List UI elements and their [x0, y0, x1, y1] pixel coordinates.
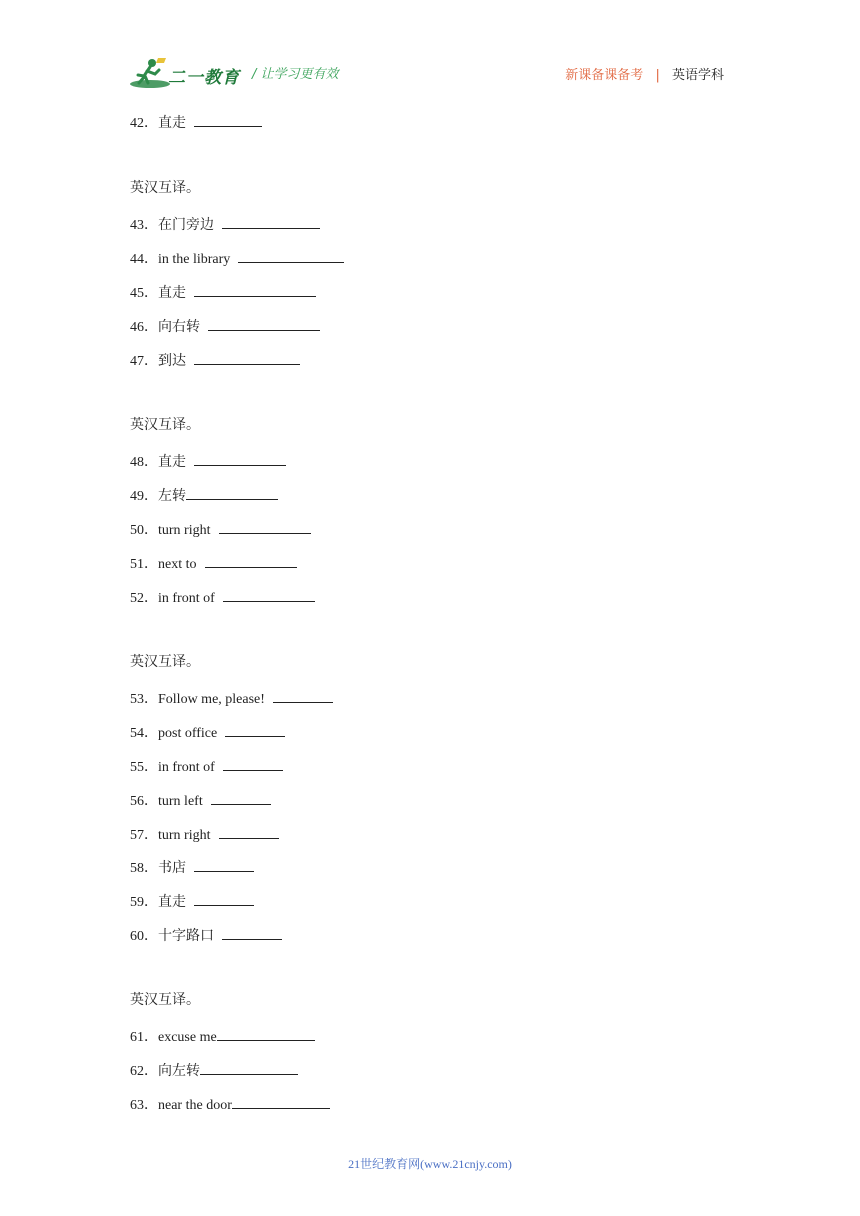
slogan: / 让学习更有效	[252, 67, 339, 82]
subject-label: 英语学科	[671, 68, 724, 83]
answer-blank[interactable]	[223, 756, 283, 771]
answer-blank[interactable]	[208, 316, 320, 331]
item-number: 63．	[130, 1098, 158, 1113]
answer-blank[interactable]	[211, 790, 271, 805]
item-prompt: 书店	[158, 861, 186, 876]
item-number: 51．	[130, 557, 158, 572]
exercise-item	[130, 1060, 298, 1081]
answer-blank[interactable]	[194, 112, 262, 127]
item-prompt: 向左转	[158, 1064, 200, 1079]
header-separator: |	[655, 68, 660, 83]
item-number: 62．	[130, 1064, 158, 1079]
exercise-item	[130, 857, 254, 878]
item-number: 42．	[130, 116, 158, 131]
answer-blank[interactable]	[219, 519, 311, 534]
exercise-item	[130, 214, 320, 235]
answer-blank[interactable]	[194, 857, 254, 872]
item-prompt: 直走	[158, 116, 186, 131]
item-prompt: turn left	[158, 794, 203, 809]
runner-logo-icon	[128, 56, 172, 90]
answer-blank[interactable]	[222, 925, 282, 940]
exercise-item	[130, 519, 311, 540]
item-prompt: 十字路口	[158, 929, 214, 944]
exercise-item	[130, 112, 262, 133]
item-prompt: Follow me, please!	[158, 692, 265, 707]
answer-blank[interactable]	[194, 282, 316, 297]
exercise-item	[130, 485, 278, 506]
course-label: 新课备课备考	[565, 68, 644, 83]
section-heading: 英汉互译。	[130, 181, 200, 196]
item-number: 55．	[130, 760, 158, 775]
item-prompt: 直走	[158, 286, 186, 301]
item-prompt: 在门旁边	[158, 218, 214, 233]
item-number: 50．	[130, 523, 158, 538]
item-number: 47．	[130, 354, 158, 369]
logo	[128, 56, 238, 90]
answer-blank[interactable]	[238, 248, 344, 263]
exercise-item	[130, 451, 286, 472]
section-heading: 英汉互译。	[130, 418, 200, 433]
item-prompt: 直走	[158, 895, 186, 910]
answer-blank[interactable]	[232, 1094, 330, 1109]
item-prompt: 直走	[158, 455, 186, 470]
item-prompt: in front of	[158, 760, 215, 775]
exercise-item	[130, 553, 297, 574]
exercise-item	[130, 1026, 315, 1047]
answer-blank[interactable]	[194, 350, 300, 365]
exercise-item	[130, 587, 315, 608]
answer-blank[interactable]	[225, 722, 285, 737]
answer-blank[interactable]	[223, 587, 315, 602]
item-prompt: post office	[158, 726, 218, 741]
item-number: 53．	[130, 692, 158, 707]
item-number: 60．	[130, 929, 158, 944]
item-number: 54．	[130, 726, 158, 741]
item-prompt: 左转	[158, 489, 186, 504]
item-prompt: near the door	[158, 1098, 232, 1113]
answer-blank[interactable]	[194, 451, 286, 466]
item-prompt: next to	[158, 557, 197, 572]
item-prompt: in the library	[158, 252, 231, 267]
exercise-item	[130, 688, 333, 709]
item-number: 57．	[130, 828, 158, 843]
exercise-item	[130, 722, 285, 743]
item-number: 48．	[130, 455, 158, 470]
page-header	[128, 56, 728, 90]
header-right	[565, 64, 724, 83]
exercise-item	[130, 756, 283, 777]
item-prompt: turn right	[158, 523, 211, 538]
item-prompt: 向右转	[158, 320, 200, 335]
item-number: 45．	[130, 286, 158, 301]
answer-blank[interactable]	[219, 824, 279, 839]
exercise-item	[130, 790, 271, 811]
exercise-item	[130, 350, 300, 371]
item-number: 61．	[130, 1030, 158, 1045]
exercise-item	[130, 891, 254, 912]
item-number: 43．	[130, 218, 158, 233]
item-number: 49．	[130, 489, 158, 504]
logo-text: 二一教育	[168, 68, 240, 88]
item-number: 59．	[130, 895, 158, 910]
item-number: 58．	[130, 861, 158, 876]
exercise-item	[130, 316, 320, 337]
answer-blank[interactable]	[273, 688, 333, 703]
item-prompt: excuse me	[158, 1030, 217, 1045]
exercise-item	[130, 1094, 330, 1115]
item-number: 52．	[130, 591, 158, 606]
section-heading: 英汉互译。	[130, 655, 200, 670]
answer-blank[interactable]	[186, 485, 278, 500]
item-prompt: turn right	[158, 828, 211, 843]
exercise-item	[130, 282, 316, 303]
exercise-item	[130, 824, 279, 845]
section-heading: 英汉互译。	[130, 993, 200, 1008]
item-prompt: in front of	[158, 591, 215, 606]
answer-blank[interactable]	[222, 214, 320, 229]
item-number: 44．	[130, 252, 158, 267]
answer-blank[interactable]	[194, 891, 254, 906]
answer-blank[interactable]	[217, 1026, 315, 1041]
exercise-item	[130, 925, 282, 946]
item-number: 56．	[130, 794, 158, 809]
answer-blank[interactable]	[200, 1060, 298, 1075]
item-number: 46．	[130, 320, 158, 335]
item-prompt: 到达	[158, 354, 186, 369]
footer-source: 21世纪教育网(www.21cnjy.com)	[348, 1157, 512, 1171]
answer-blank[interactable]	[205, 553, 297, 568]
exercise-item	[130, 248, 344, 269]
